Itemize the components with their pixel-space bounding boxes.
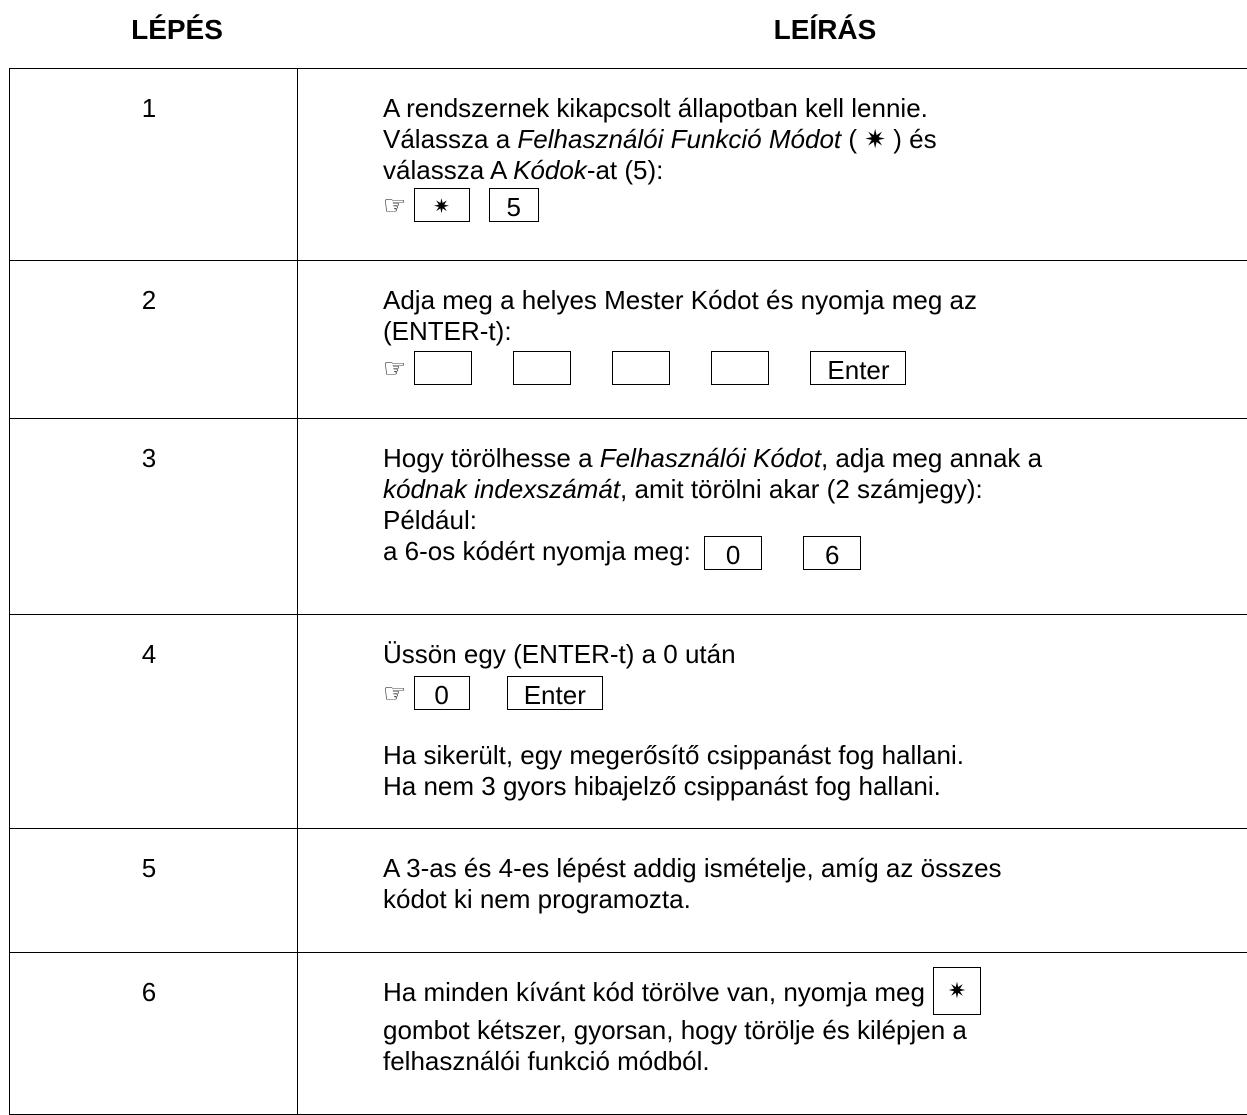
- table-row: [10, 829, 1247, 953]
- text-line: Hogy törölhesse a Felhasználói Kódot, adja meg annak a: [383, 443, 1247, 474]
- text-line: Például:: [383, 505, 1247, 536]
- text-line: a 6-os kódért nyomja meg: 0 6: [383, 536, 1247, 570]
- step-number: 5: [10, 829, 298, 953]
- digit-key: 0: [704, 536, 762, 570]
- step-number: 6: [10, 953, 298, 1115]
- table-row: [10, 69, 1247, 261]
- step-description: [298, 69, 1247, 261]
- empty-key: [513, 351, 571, 385]
- text-line: felhasználói funkció módból.: [383, 1046, 1247, 1077]
- step-number: 4: [10, 615, 298, 829]
- star-key: ✷: [414, 188, 470, 222]
- text-line: válassza A Kódok-at (5):: [383, 155, 1247, 186]
- empty-key: [711, 351, 769, 385]
- empty-key: [414, 351, 472, 385]
- step-number: 3: [10, 419, 298, 615]
- text-line: kódot ki nem programozta.: [383, 884, 1247, 915]
- step-number: 1: [10, 69, 298, 261]
- digit-key: 5: [489, 188, 539, 222]
- pointing-hand-icon: ☞: [383, 678, 406, 709]
- text-line: Válassza a Felhasználói Funkció Módot ( ✷ ) és: [383, 124, 1247, 155]
- enter-key: Enter: [507, 676, 603, 710]
- text-line: A rendszernek kikapcsolt állapotban kell lennie.: [383, 93, 1247, 124]
- step-description: [298, 615, 1247, 829]
- column-header-step: LÉPÉS: [122, 14, 232, 46]
- text-line: gombot kétszer, gyorsan, hogy törölje és kilépjen a: [383, 1015, 1247, 1046]
- text-line: Üssön egy (ENTER-t) a 0 után: [383, 639, 1247, 670]
- empty-key: [612, 351, 670, 385]
- text-line: Adja meg a helyes Mester Kódot és nyomja meg az: [383, 285, 1247, 316]
- text-line: kódnak indexszámát, amit törölni akar (2 számjegy):: [383, 474, 1247, 505]
- step-description: [298, 953, 1247, 1115]
- table-row: [10, 615, 1247, 829]
- pointing-hand-icon: ☞: [383, 353, 406, 384]
- digit-key: 0: [414, 676, 470, 710]
- pointing-hand-icon: ☞: [383, 190, 406, 221]
- step-description: [298, 419, 1247, 615]
- table-row: [10, 953, 1247, 1115]
- step-description: [298, 829, 1247, 953]
- text-line: (ENTER-t):: [383, 316, 1247, 347]
- text-line: A 3-as és 4-es lépést addig ismételje, amíg az összes: [383, 853, 1247, 884]
- column-header-description: LEÍRÁS: [740, 14, 910, 46]
- table-row: [10, 419, 1247, 615]
- text-line: Ha nem 3 gyors hibajelző csippanást fog hallani.: [383, 771, 1247, 802]
- steps-table: [9, 68, 1247, 1115]
- enter-key: Enter: [810, 351, 906, 385]
- step-number: 2: [10, 261, 298, 419]
- text-line: Ha minden kívánt kód törölve van, nyomja meg ✷: [383, 977, 1247, 1015]
- table-row: [10, 261, 1247, 419]
- step-description: [298, 261, 1247, 419]
- text-line: Ha sikerült, egy megerősítő csippanást fog hallani.: [383, 740, 1247, 771]
- star-key: ✷: [933, 967, 981, 1015]
- digit-key: 6: [803, 536, 861, 570]
